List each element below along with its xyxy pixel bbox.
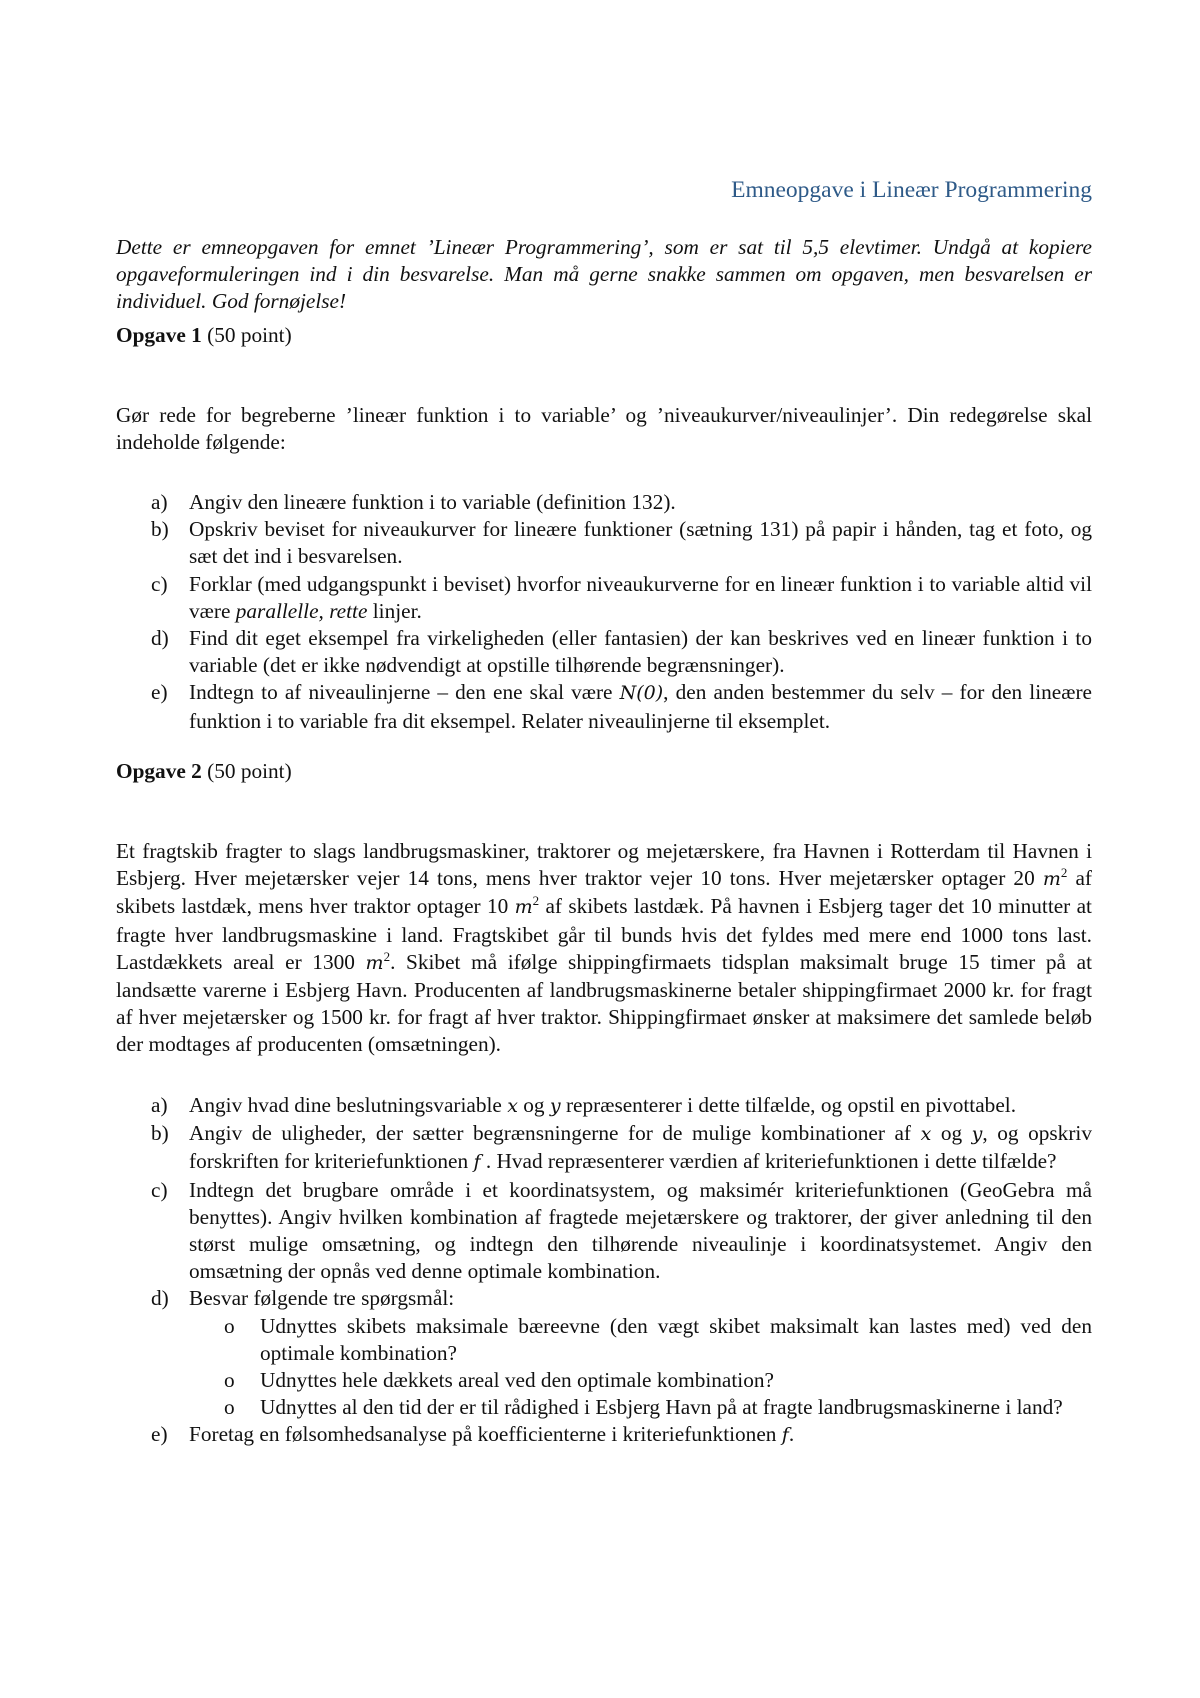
unit-exponent: 2	[532, 893, 540, 909]
task1-item-b	[116, 516, 1092, 570]
unit-m: m	[365, 951, 384, 974]
bullet: o	[224, 1313, 235, 1338]
item-text: , og opskriv forskriften for kriteriefunktionen	[189, 1121, 1092, 1174]
item-text-end: repræsenterer i dette tilfælde, og opstil en pivottabel.	[560, 1093, 1017, 1117]
item-label: e)	[151, 680, 168, 705]
item-text: Angiv de uligheder, der sætter begrænsningerne for de mulige kombinationer af	[189, 1121, 921, 1146]
item-text: Angiv den lineære funktion i to variable (definition 132).	[189, 490, 676, 514]
task2-text-3: af skibets lastdæk. På havnen i Esbjerg tager det 10 minutter at fragte hver landbrugsmaskine i land. Fragtskibet går til bunds hvis det fyldes med mere end 1000 tons last. Lastdækkets areal er 1300	[116, 894, 1092, 974]
item-text: Indtegn to af niveaulinjerne – den ene skal være	[189, 680, 620, 705]
task2-item-d	[116, 1285, 1092, 1421]
item-text: Angiv hvad dine beslutningsvariable	[189, 1093, 508, 1117]
item-text: Forklar (med udgangspunkt i beviset) hvorfor niveaukurverne for en lineær funktion i to variable altid vil være	[189, 571, 1092, 623]
item-label: b)	[151, 517, 169, 542]
item-text-end: . Hvad repræsenterer værdien af kriteriefunktionen i dette tilfælde?	[480, 1149, 1057, 1174]
item-text: Foretag en følsomhedsanalyse på koefficienterne i kriteriefunktionen	[189, 1422, 782, 1447]
document-title: Emneopgave i Lineær Programmering	[731, 177, 1092, 203]
task2-item-b	[116, 1120, 1092, 1176]
unit-exponent: 2	[1060, 865, 1068, 881]
task2-list	[116, 1092, 1092, 1450]
task1-item-c	[116, 571, 1092, 625]
item-text: og	[517, 1093, 550, 1117]
bullet: o	[224, 1368, 235, 1393]
var-y: y	[971, 1123, 983, 1146]
var-y: y	[549, 1095, 561, 1117]
var-x: x	[920, 1123, 932, 1146]
task2-sublist	[189, 1313, 1092, 1422]
task1-list	[116, 489, 1092, 735]
task2-item-e	[116, 1421, 1092, 1449]
task2-heading-label: Opgave 2	[116, 759, 202, 783]
sub-question-3	[116, 1394, 1092, 1421]
item-emphasis: parallelle, rette	[235, 598, 368, 623]
task2-text-4: . Skibet må ifølge shippingfirmaets tidsplan maksimalt bruge 15 timer på at landsætte varerne i Esbjerg Havn. Producenten af landbrugsmaskinerne betaler shippingfirmaet 2000 kr. for fragt af hver mejetærsker og 1500 kr. for fragt af hver traktor. Shippingfirmaet ønsker at maksimere det samlede beløb der modtages af producenten (omsætningen).	[116, 949, 1093, 1057]
item-label: a)	[151, 1093, 168, 1117]
item-label: a)	[151, 490, 168, 514]
item-label: e)	[151, 1422, 168, 1447]
sub-question-1	[116, 1313, 1092, 1367]
sub-question-text: Udnyttes skibets maksimale bæreevne (den vægt skibet maksimalt kan lastes med) ved den optimale kombination?	[260, 1313, 1092, 1365]
item-label: d)	[151, 1286, 169, 1311]
func-f: f	[473, 1151, 481, 1174]
sub-question-text: Udnyttes al den tid der er til rådighed i Esbjerg Havn på at fragte landbrugsmaskinerne i land?	[260, 1395, 1063, 1420]
task1-heading	[116, 322, 292, 349]
unit-exponent: 2	[383, 948, 391, 964]
sub-question-text: Udnyttes hele dækkets areal ved den optimale kombination?	[260, 1368, 774, 1393]
task2-text-2: af skibets lastdæk, mens hver traktor optager 10	[116, 866, 1092, 919]
task1-item-e	[116, 679, 1092, 734]
task2-paragraph	[116, 838, 1092, 1059]
var-x: x	[507, 1095, 518, 1117]
task2-heading	[116, 758, 292, 785]
func-f: f	[781, 1424, 789, 1447]
item-label: c)	[151, 571, 168, 596]
task1-intro: Gør rede for begreberne ’lineær funktion i to variable’ og ’niveaukurver/niveaulinjer’. Din redegørelse skal indeholde følgende:	[116, 403, 1092, 455]
item-text: og	[931, 1121, 972, 1146]
item-text: Opskriv beviset for niveaukurver for lineære funktioner (sætning 131) på papir i hånden, tag et foto, og sæt det ind i besvarelsen.	[189, 517, 1092, 569]
item-label: b)	[151, 1121, 169, 1146]
task2-heading-points: (50 point)	[201, 759, 292, 783]
unit-m: m	[514, 896, 533, 919]
task1-heading-points: (50 point)	[201, 323, 292, 347]
item-label: c)	[151, 1177, 168, 1202]
bullet: o	[224, 1395, 235, 1420]
task1-heading-label: Opgave 1	[116, 323, 202, 347]
intro-paragraph: Dette er emneopgaven for emnet ’Lineær Programmering’, som er sat til 5,5 elevtimer. Undgå at kopiere opgaveformuleringen ind i din besvarelse. Man må gerne snakke sammen om opgaven, men besvarelsen er individuel. God fornøjelse!	[116, 235, 1092, 314]
item-label: d)	[151, 626, 169, 651]
task1-item-d	[116, 625, 1092, 679]
math-n0: N(0)	[619, 682, 664, 705]
item-text: Besvar følgende tre spørgsmål:	[189, 1286, 455, 1311]
item-text-end: .	[788, 1422, 795, 1447]
item-text-end: , den anden bestemmer du selv – for den lineære funktion i to variable fra dit eksempel. Relater niveaulinjerne til eksemplet.	[189, 680, 1092, 733]
task2-item-a	[116, 1092, 1092, 1120]
task1-item-a	[116, 489, 1092, 516]
unit-m: m	[1042, 868, 1061, 891]
item-text-end: linjer.	[367, 598, 422, 623]
sub-question-2	[116, 1367, 1092, 1394]
item-text: Find dit eget eksempel fra virkeligheden (eller fantasien) der kan beskrives ved en lineær funktion i to variable (det er ikke nødvendigt at opstille tilhørende begrænsninger).	[189, 626, 1092, 678]
task2-item-c	[116, 1177, 1092, 1286]
item-text: Indtegn det brugbare område i et koordinatsystem, og maksimér kriteriefunktionen (GeoGebra må benyttes). Angiv hvilken kombination af fragtede mejetærskere og traktorer, der giver anledning til den størst mulige omsætning, og indtegn den tilhørende niveaulinje i koordinatsystemet. Angiv den omsætning der opnås ved denne optimale kombination.	[189, 1177, 1092, 1284]
task2-text-1: Et fragtskib fragter to slags landbrugsmaskiner, traktorer og mejetærskere, fra Havnen i Rotterdam til Havnen i Esbjerg. Hver mejetærsker vejer 14 tons, mens hver traktor vejer 10 tons. Hver mejetærsker optager 20	[116, 839, 1092, 891]
